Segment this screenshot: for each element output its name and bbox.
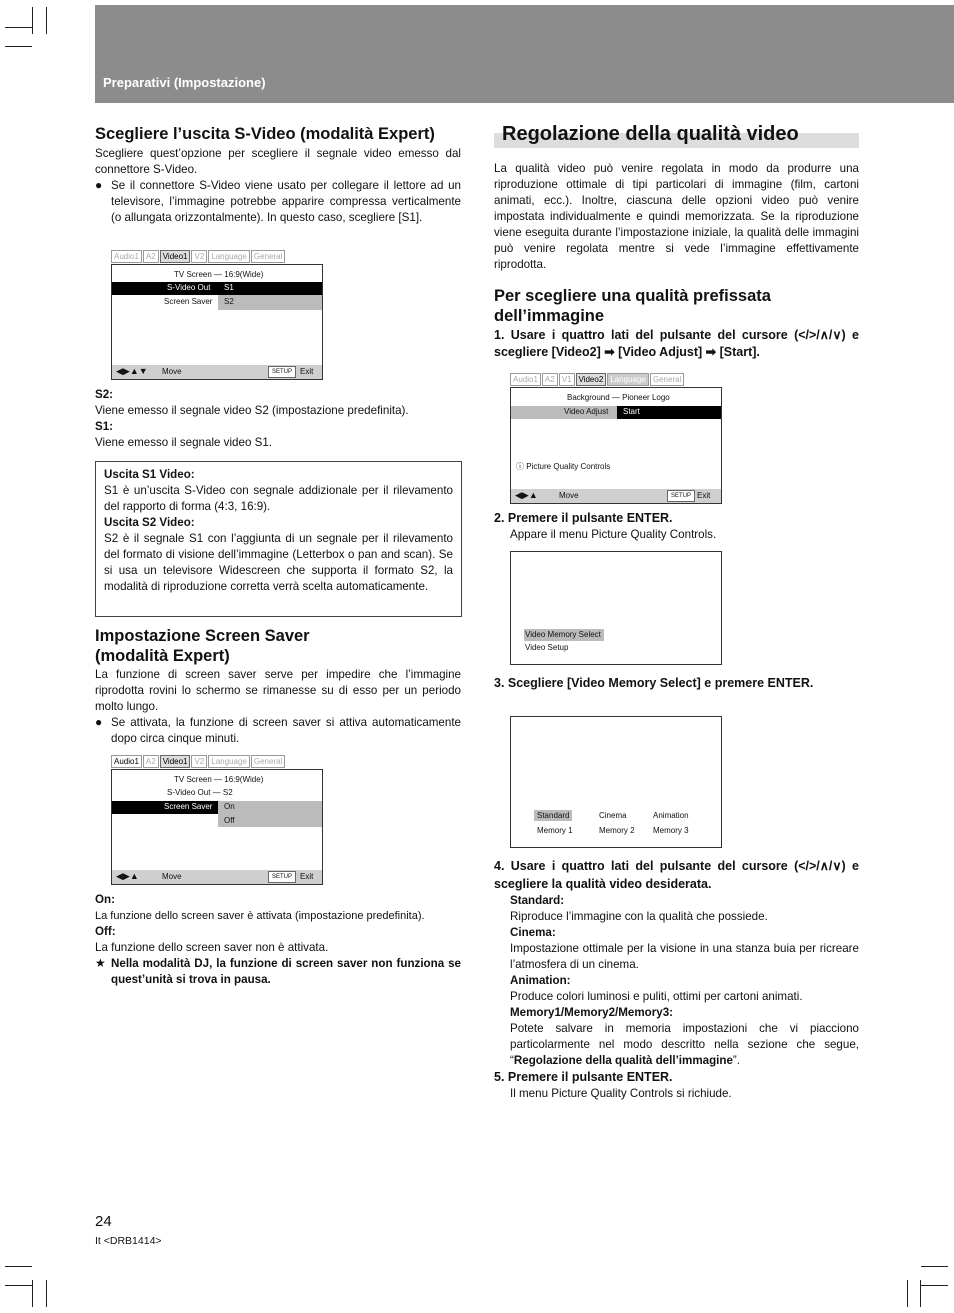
exit-label: Exit — [300, 872, 314, 881]
memory-reference: Regolazione della qualità dell’immagine — [513, 1054, 733, 1067]
saver-options — [95, 892, 461, 988]
crop-mark — [46, 7, 47, 34]
memory-2-option: Memory 2 — [599, 826, 635, 835]
step-2: 2. Premere il pulsante ENTER. — [494, 511, 673, 525]
step-2-block — [494, 510, 859, 543]
saver-screen — [111, 755, 323, 885]
option-off-label: Off — [224, 816, 235, 825]
svideo-out-line: S-Video Out — S2 — [167, 788, 233, 797]
preset-heading-2: dell’immagine — [494, 307, 605, 325]
on-text: La funzione dello screen saver è attivata (impostazione predefinita). — [95, 910, 425, 922]
off-label: Off: — [95, 925, 116, 938]
preset-heading: Per scegliere una qualità prefissata — [494, 287, 771, 305]
svideo-screen — [111, 250, 323, 380]
exit-label: Exit — [300, 367, 314, 376]
svideo-bullet: Se il connettore S-Video viene usato per collegare il lettore ad un televisore, l’immagine potrebbe apparire compressa verticalmente (o allungata orizzontalmente). In questo caso, scegliere [S1]. — [111, 179, 461, 224]
right-column — [494, 161, 859, 361]
option-s2-label: S2 — [224, 297, 234, 306]
saver-heading-2: (modalità Expert) — [95, 647, 230, 665]
screen-body — [111, 769, 323, 885]
tab-v2: V2 — [191, 250, 207, 263]
tab-language: Language — [607, 373, 649, 386]
arrow-keys-icon: ◀▶▲ — [515, 490, 538, 500]
standard-label: Standard: — [510, 894, 565, 907]
tab-v1: V1 — [559, 373, 575, 386]
tab-a2: A2 — [542, 373, 558, 386]
crop-mark — [46, 1280, 47, 1307]
tab-general: General — [251, 755, 285, 768]
video-setup-item: Video Setup — [525, 643, 569, 652]
video-memory-screen — [510, 716, 722, 848]
step-1: 1. Usare i quattro lati del pulsante del cursore (</>/∧/∨) e scegliere [Video2] ➡ [Video Adjust] ➡ [Start]. — [494, 328, 859, 359]
exit-label: Exit — [697, 491, 711, 500]
move-label: Move — [162, 872, 182, 881]
screen-footer — [112, 365, 322, 379]
move-label: Move — [162, 367, 182, 376]
off-text: La funzione dello screen saver non è attivata. — [95, 941, 329, 954]
tv-screen-line: TV Screen — 16:9(Wide) — [174, 775, 264, 784]
svideo-heading: Scegliere l’uscita S-Video (modalità Expert) — [95, 125, 435, 143]
step-3-block — [494, 674, 859, 692]
star-icon: ★ — [95, 956, 106, 970]
step-4: 4. Usare i quattro lati del pulsante del cursore (</>/∧/∨) e scegliere la qualità video desiderata. — [494, 859, 859, 891]
bullet-icon: ● — [95, 715, 103, 729]
screen-saver-label: Screen Saver — [164, 297, 213, 306]
memory-text-body: Potete salvare in memoria impostazioni che vi piacciono particolarmente nel modo descritto nella sezione che segue, — [510, 1022, 859, 1051]
screen-body — [510, 387, 722, 504]
bullet-icon: ● — [95, 178, 103, 192]
saver-heading: Impostazione Screen Saver — [95, 627, 310, 645]
arrow-keys-icon: ◀▶▲▼ — [116, 366, 148, 376]
step-5-text: Il menu Picture Quality Controls si richiude. — [510, 1087, 732, 1100]
screen-saver-label: Screen Saver — [164, 802, 213, 811]
svideo-intro: Scegliere quest’opzione per scegliere il segnale video emesso dal connettore S-Video. — [95, 147, 461, 176]
standard-option: Standard — [537, 811, 570, 820]
tab-audio1: Audio1 — [111, 250, 142, 263]
header-band — [95, 5, 954, 103]
tab-language: Language — [208, 250, 250, 263]
page-number: 24 — [95, 1213, 112, 1230]
s1-label: S1: — [95, 420, 114, 433]
crop-mark — [921, 1266, 948, 1267]
document-code: It <DRB1414> — [95, 1235, 162, 1247]
arrow-keys-icon: ◀▶▲ — [116, 871, 139, 881]
step-4-block — [494, 857, 859, 1102]
tab-language: Language — [208, 755, 250, 768]
cinema-option: Cinema — [599, 811, 627, 820]
step-3: 3. Scegliere [Video Memory Select] e premere ENTER. — [494, 676, 814, 690]
video-adjust-label: Video Adjust — [564, 407, 609, 416]
s1-note-text: S1 è un’uscita S-Video con segnale addizionale per il rilevamento del rapporto di forma (4:3, 16:9). — [104, 484, 453, 513]
setup-button-icon: SETUP — [667, 490, 695, 502]
start-label: Start — [623, 407, 640, 416]
note-box — [95, 461, 462, 617]
screen-footer — [112, 870, 322, 884]
screen-body — [111, 264, 323, 380]
video-memory-select-item: Video Memory Select — [525, 630, 601, 639]
setup-button-icon: SETUP — [268, 366, 296, 378]
video-adjust-screen — [510, 373, 722, 504]
s1-note-title: Uscita S1 Video: — [104, 468, 195, 481]
tab-general: General — [251, 250, 285, 263]
right-title: Regolazione della qualità video — [502, 123, 799, 145]
right-intro: La qualità video può venire regolata in modo da produrre una riproduzione ottimale di tipi particolari di immagine (film, cartoni animati, ecc.). Inoltre, ciascuna delle opzioni video può venire impostata individualmente e quindi memorizzata. Se la riproduzione viene eseguita durante l’impostazione iniziale, la qualità delle immagini può venire regolata mentre si vede l’immagine effettivamente riprodotta. — [494, 162, 859, 271]
left-column — [95, 124, 461, 226]
standard-text: Riproduce l’immagine con la qualità che possiede. — [510, 910, 768, 923]
tab-a2: A2 — [143, 250, 159, 263]
tab-video1: Video1 — [160, 755, 191, 768]
move-label: Move — [559, 491, 579, 500]
crop-mark — [32, 7, 33, 34]
s2-label: S2: — [95, 388, 114, 401]
saver-bullet: Se attivata, la funzione di screen saver si attiva automaticamente dopo circa cinque minuti. — [111, 716, 461, 745]
cinema-label: Cinema: — [510, 926, 556, 939]
option-s1-label: S1 — [224, 283, 234, 292]
crop-mark — [907, 1280, 908, 1307]
setup-button-icon: SETUP — [268, 871, 296, 883]
memory-label: Memory1/Memory2/Memory3: — [510, 1006, 674, 1019]
s2-text: Viene emesso il segnale video S2 (impostazione predefinita). — [95, 404, 409, 417]
animation-label: Animation: — [510, 974, 571, 987]
section-title: Preparativi (Impostazione) — [103, 75, 266, 90]
screen-footer — [511, 489, 721, 503]
tv-screen-line: TV Screen — 16:9(Wide) — [174, 270, 264, 279]
memory-3-option: Memory 3 — [653, 826, 689, 835]
tab-video2: Video2 — [576, 373, 607, 386]
option-on-label: On — [224, 802, 235, 811]
svideo-out-label: S-Video Out — [167, 283, 211, 292]
picture-quality-screen — [510, 551, 722, 665]
tab-audio1: Audio1 — [510, 373, 541, 386]
info-line: ⓘ Picture Quality Controls — [516, 462, 611, 471]
tab-audio1: Audio1 — [111, 755, 142, 768]
saver-intro: La funzione di screen saver serve per impedire che l’immagine riprodotta rovini lo schermo se rimanesse su di esso per un periodo molto lungo. — [95, 668, 461, 713]
crop-mark — [32, 1280, 33, 1307]
on-label: On: — [95, 893, 115, 906]
step-2-text: Appare il menu Picture Quality Controls. — [510, 528, 717, 541]
animation-option: Animation — [653, 811, 689, 820]
background-line: Background — Pioneer Logo — [567, 393, 670, 402]
memory-1-option: Memory 1 — [537, 826, 573, 835]
crop-mark — [5, 27, 32, 28]
saver-section — [95, 626, 461, 747]
s2-note-text: S2 è il segnale S1 con l’aggiunta di un segnale per il rilevamento del formato di visione dell’immagine (Letterbox o pan and scan). Se si usa un televisore Widescreen che supporta il formato S2, la modalità di riproduzione corretta verrà scelta automaticamente. — [104, 532, 453, 593]
animation-text: Produce colori luminosi e puliti, ottimi per cartoni animati. — [510, 990, 803, 1003]
tab-video1: Video1 — [160, 250, 191, 263]
screen-tabs — [111, 250, 286, 263]
tab-a2: A2 — [143, 755, 159, 768]
dj-note: Nella modalità DJ, la funzione di screen saver non funziona se quest’unità si trova in pausa. — [111, 957, 461, 986]
tab-general: General — [650, 373, 684, 386]
screen-tabs — [111, 755, 286, 768]
screen-tabs — [510, 373, 685, 386]
s1-text: Viene emesso il segnale video S1. — [95, 436, 273, 449]
memory-text: Potete salvare in memoria impostazioni che vi piacciono particolarmente nel modo descritto nella sezione che segue, “Regolazione della qualità dell’immagine”. — [510, 1022, 859, 1067]
step-5: 5. Premere il pulsante ENTER. — [494, 1070, 673, 1084]
svideo-options — [95, 387, 461, 451]
crop-mark — [921, 1285, 948, 1286]
crop-mark — [5, 46, 32, 47]
s2-note-title: Uscita S2 Video: — [104, 516, 195, 529]
crop-mark — [5, 1285, 32, 1286]
crop-mark — [920, 1280, 921, 1307]
cinema-text: Impostazione ottimale per la visione in una stanza buia per ricreare l’atmosfera di un cinema. — [510, 942, 859, 971]
tab-v2: V2 — [191, 755, 207, 768]
crop-mark — [5, 1266, 32, 1267]
